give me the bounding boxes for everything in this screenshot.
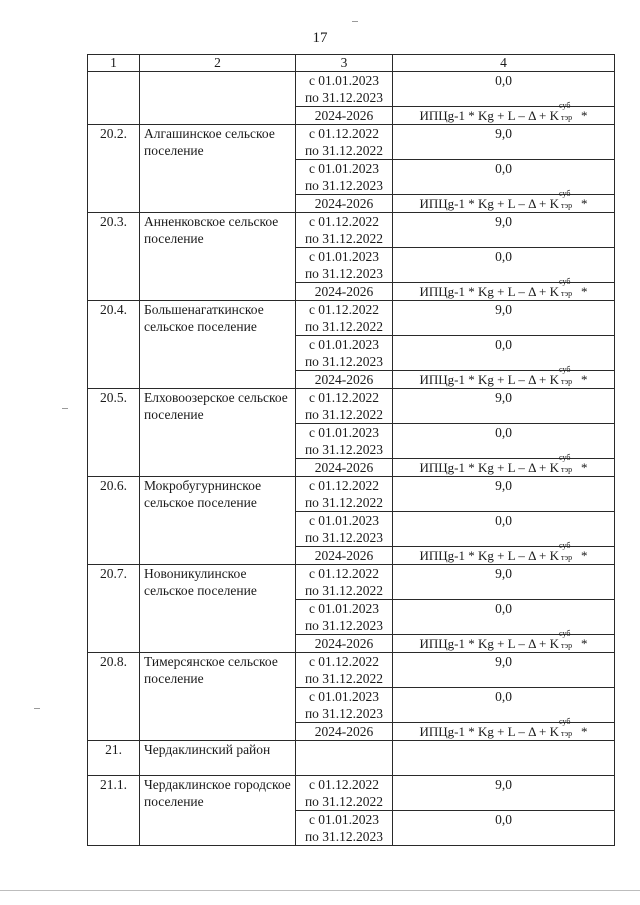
value-cell: 9,0 <box>393 776 615 811</box>
page-number: 17 <box>312 30 328 46</box>
formula-sub: тэр <box>561 465 573 474</box>
value-cell: 0,0 <box>393 72 615 107</box>
period-from: с 01.01.2023 <box>308 513 380 528</box>
period-range-cell: 2024-2026 <box>296 547 393 565</box>
formula-k-index <box>559 629 581 650</box>
value-cell: 9,0 <box>393 653 615 688</box>
period-range-cell: 2024-2026 <box>296 107 393 125</box>
settlement-name-cell <box>140 72 296 125</box>
formula-tail: * <box>581 108 588 123</box>
formula-sup: суб <box>559 541 571 550</box>
scan-artifact <box>352 21 358 22</box>
header-col-3: 3 <box>296 55 393 72</box>
table-row <box>88 301 615 336</box>
formula-sup: суб <box>559 629 571 638</box>
period-from: с 01.12.2022 <box>308 654 380 669</box>
formula-tail: * <box>581 196 588 211</box>
header-col-1: 1 <box>88 55 140 72</box>
value-cell: 0,0 <box>393 248 615 283</box>
period-from: с 01.12.2022 <box>308 302 380 317</box>
period-to: по 31.12.2023 <box>304 266 384 281</box>
settlement-name-cell: Анненковское сельское поселение <box>140 213 296 301</box>
formula-sup: суб <box>559 453 571 462</box>
table-row <box>88 653 615 688</box>
value-cell: 0,0 <box>393 336 615 371</box>
formula-sub: тэр <box>561 201 573 210</box>
formula-sub: тэр <box>561 729 573 738</box>
settlement-name-cell: Новоникулинское сельское поселение <box>140 565 296 653</box>
formula-tail: * <box>581 636 588 651</box>
period-cell <box>296 653 393 688</box>
formula-k-index <box>559 101 581 122</box>
scan-artifact <box>62 408 68 409</box>
row-number-cell: 20.8. <box>88 653 140 741</box>
table-row <box>88 125 615 160</box>
formula-main: ИПЦg-1 * Kg + L – Δ + K <box>419 460 560 475</box>
period-from: с 01.12.2022 <box>308 478 380 493</box>
period-from: с 01.01.2023 <box>308 249 380 264</box>
formula-sup: суб <box>559 717 571 726</box>
formula-main: ИПЦg-1 * Kg + L – Δ + K <box>419 196 560 211</box>
value-cell: 0,0 <box>393 512 615 547</box>
period-cell <box>296 600 393 635</box>
period-from: с 01.12.2022 <box>308 566 380 581</box>
period-cell <box>296 248 393 283</box>
period-to: по 31.12.2022 <box>304 143 384 158</box>
formula-cell <box>393 101 615 125</box>
formula-sup: суб <box>559 101 571 110</box>
formula-sup: суб <box>559 189 571 198</box>
period-to: по 31.12.2022 <box>304 407 384 422</box>
period-from: с 01.12.2022 <box>308 390 380 405</box>
period-cell <box>296 336 393 371</box>
period-from: с 01.01.2023 <box>308 812 380 827</box>
period-from: с 01.12.2022 <box>308 126 380 141</box>
formula-sub: тэр <box>561 113 573 122</box>
row-number-cell: 20.7. <box>88 565 140 653</box>
period-from: с 01.01.2023 <box>308 161 380 176</box>
period-from: с 01.01.2023 <box>308 337 380 352</box>
period-from: с 01.12.2022 <box>308 777 380 792</box>
formula-tail: * <box>581 548 588 563</box>
formula-sub: тэр <box>561 377 573 386</box>
value-cell: 0,0 <box>393 600 615 635</box>
period-cell <box>296 125 393 160</box>
value-cell: 9,0 <box>393 477 615 512</box>
settlement-name-cell: Елховоозерское сельское поселение <box>140 389 296 477</box>
scan-artifact <box>34 708 40 709</box>
period-range-cell: 2024-2026 <box>296 459 393 477</box>
settlement-name-cell: Тимерсянское сельское поселение <box>140 653 296 741</box>
period-to: по 31.12.2022 <box>304 794 384 809</box>
row-number-cell: 20.3. <box>88 213 140 301</box>
period-cell <box>296 477 393 512</box>
table-row <box>88 72 615 107</box>
period-to: по 31.12.2022 <box>304 231 384 246</box>
period-to: по 31.12.2023 <box>304 178 384 193</box>
formula-sub: тэр <box>561 289 573 298</box>
formula-cell <box>393 629 615 653</box>
formula-cell <box>393 189 615 213</box>
row-number-cell: 20.5. <box>88 389 140 477</box>
formula-k-index <box>559 541 581 562</box>
period-cell <box>296 160 393 195</box>
formula-main: ИПЦg-1 * Kg + L – Δ + K <box>419 108 560 123</box>
formula-cell <box>393 365 615 389</box>
period-range-cell: 2024-2026 <box>296 283 393 301</box>
row-number-cell: 20.6. <box>88 477 140 565</box>
period-cell <box>296 301 393 336</box>
period-from: с 01.01.2023 <box>308 73 380 88</box>
settlement-name-cell: Чердаклинское городское поселение <box>140 776 296 846</box>
period-cell <box>296 512 393 547</box>
period-to: по 31.12.2023 <box>304 829 384 844</box>
value-cell: 9,0 <box>393 389 615 424</box>
formula-k-index <box>559 365 581 386</box>
table-body <box>88 72 615 846</box>
value-cell: 0,0 <box>393 160 615 195</box>
period-cell <box>296 811 393 846</box>
row-number-cell: 20.4. <box>88 301 140 389</box>
formula-sub: тэр <box>561 553 573 562</box>
period-to: по 31.12.2022 <box>304 671 384 686</box>
period-cell <box>296 389 393 424</box>
period-to: по 31.12.2023 <box>304 618 384 633</box>
period-to: по 31.12.2022 <box>304 495 384 510</box>
formula-sup: суб <box>559 277 571 286</box>
formula-tail: * <box>581 724 588 739</box>
value-cell <box>393 741 615 776</box>
value-cell: 9,0 <box>393 213 615 248</box>
period-from: с 01.12.2022 <box>308 214 380 229</box>
period-from: с 01.01.2023 <box>308 689 380 704</box>
header-col-4: 4 <box>393 55 615 72</box>
period-range-cell: 2024-2026 <box>296 195 393 213</box>
formula-k-index <box>559 453 581 474</box>
row-number-cell <box>88 72 140 125</box>
value-cell: 9,0 <box>393 301 615 336</box>
formula-sup: суб <box>559 365 571 374</box>
value-cell: 0,0 <box>393 688 615 723</box>
scan-edge <box>0 890 640 891</box>
period-to: по 31.12.2023 <box>304 530 384 545</box>
settlement-name-cell: Большенагаткинское сельское поселение <box>140 301 296 389</box>
formula-tail: * <box>581 460 588 475</box>
row-number-cell: 21.1. <box>88 776 140 846</box>
formula-cell <box>393 453 615 477</box>
table-row <box>88 477 615 512</box>
formula-k-index <box>559 717 581 738</box>
table-row <box>88 776 615 811</box>
formula-cell <box>393 541 615 565</box>
period-cell <box>296 424 393 459</box>
period-cell <box>296 776 393 811</box>
formula-main: ИПЦg-1 * Kg + L – Δ + K <box>419 636 560 651</box>
formula-tail: * <box>581 372 588 387</box>
formula-main: ИПЦg-1 * Kg + L – Δ + K <box>419 284 560 299</box>
tariff-table <box>87 54 615 846</box>
value-cell: 0,0 <box>393 811 615 846</box>
header-row <box>88 55 615 72</box>
row-number-cell: 21. <box>88 741 140 776</box>
header-col-2: 2 <box>140 55 296 72</box>
period-cell <box>296 72 393 107</box>
formula-main: ИПЦg-1 * Kg + L – Δ + K <box>419 724 560 739</box>
formula-main: ИПЦg-1 * Kg + L – Δ + K <box>419 372 560 387</box>
period-cell <box>296 688 393 723</box>
period-to: по 31.12.2023 <box>304 354 384 369</box>
period-to: по 31.12.2022 <box>304 583 384 598</box>
table-row <box>88 389 615 424</box>
settlement-name-cell: Мокробугурнинское сельское поселение <box>140 477 296 565</box>
value-cell: 9,0 <box>393 565 615 600</box>
period-to: по 31.12.2023 <box>304 442 384 457</box>
table-row <box>88 565 615 600</box>
formula-main: ИПЦg-1 * Kg + L – Δ + K <box>419 548 560 563</box>
value-cell: 0,0 <box>393 424 615 459</box>
value-cell: 9,0 <box>393 125 615 160</box>
period-to: по 31.12.2023 <box>304 706 384 721</box>
period-cell <box>296 213 393 248</box>
period-range-cell: 2024-2026 <box>296 635 393 653</box>
period-to: по 31.12.2023 <box>304 90 384 105</box>
period-from: с 01.01.2023 <box>308 601 380 616</box>
period-from: с 01.01.2023 <box>308 425 380 440</box>
row-number-cell: 20.2. <box>88 125 140 213</box>
period-range-cell: 2024-2026 <box>296 371 393 389</box>
formula-k-index <box>559 277 581 298</box>
formula-tail: * <box>581 284 588 299</box>
formula-sub: тэр <box>561 641 573 650</box>
period-cell <box>296 565 393 600</box>
settlement-name-cell: Алгашинское сельское поселение <box>140 125 296 213</box>
period-cell <box>296 741 393 776</box>
formula-cell <box>393 277 615 301</box>
district-name-cell: Чердаклинский район <box>140 741 296 776</box>
period-to: по 31.12.2022 <box>304 319 384 334</box>
table-row <box>88 741 615 776</box>
formula-k-index <box>559 189 581 210</box>
formula-cell <box>393 717 615 741</box>
table-row <box>88 213 615 248</box>
period-range-cell: 2024-2026 <box>296 723 393 741</box>
